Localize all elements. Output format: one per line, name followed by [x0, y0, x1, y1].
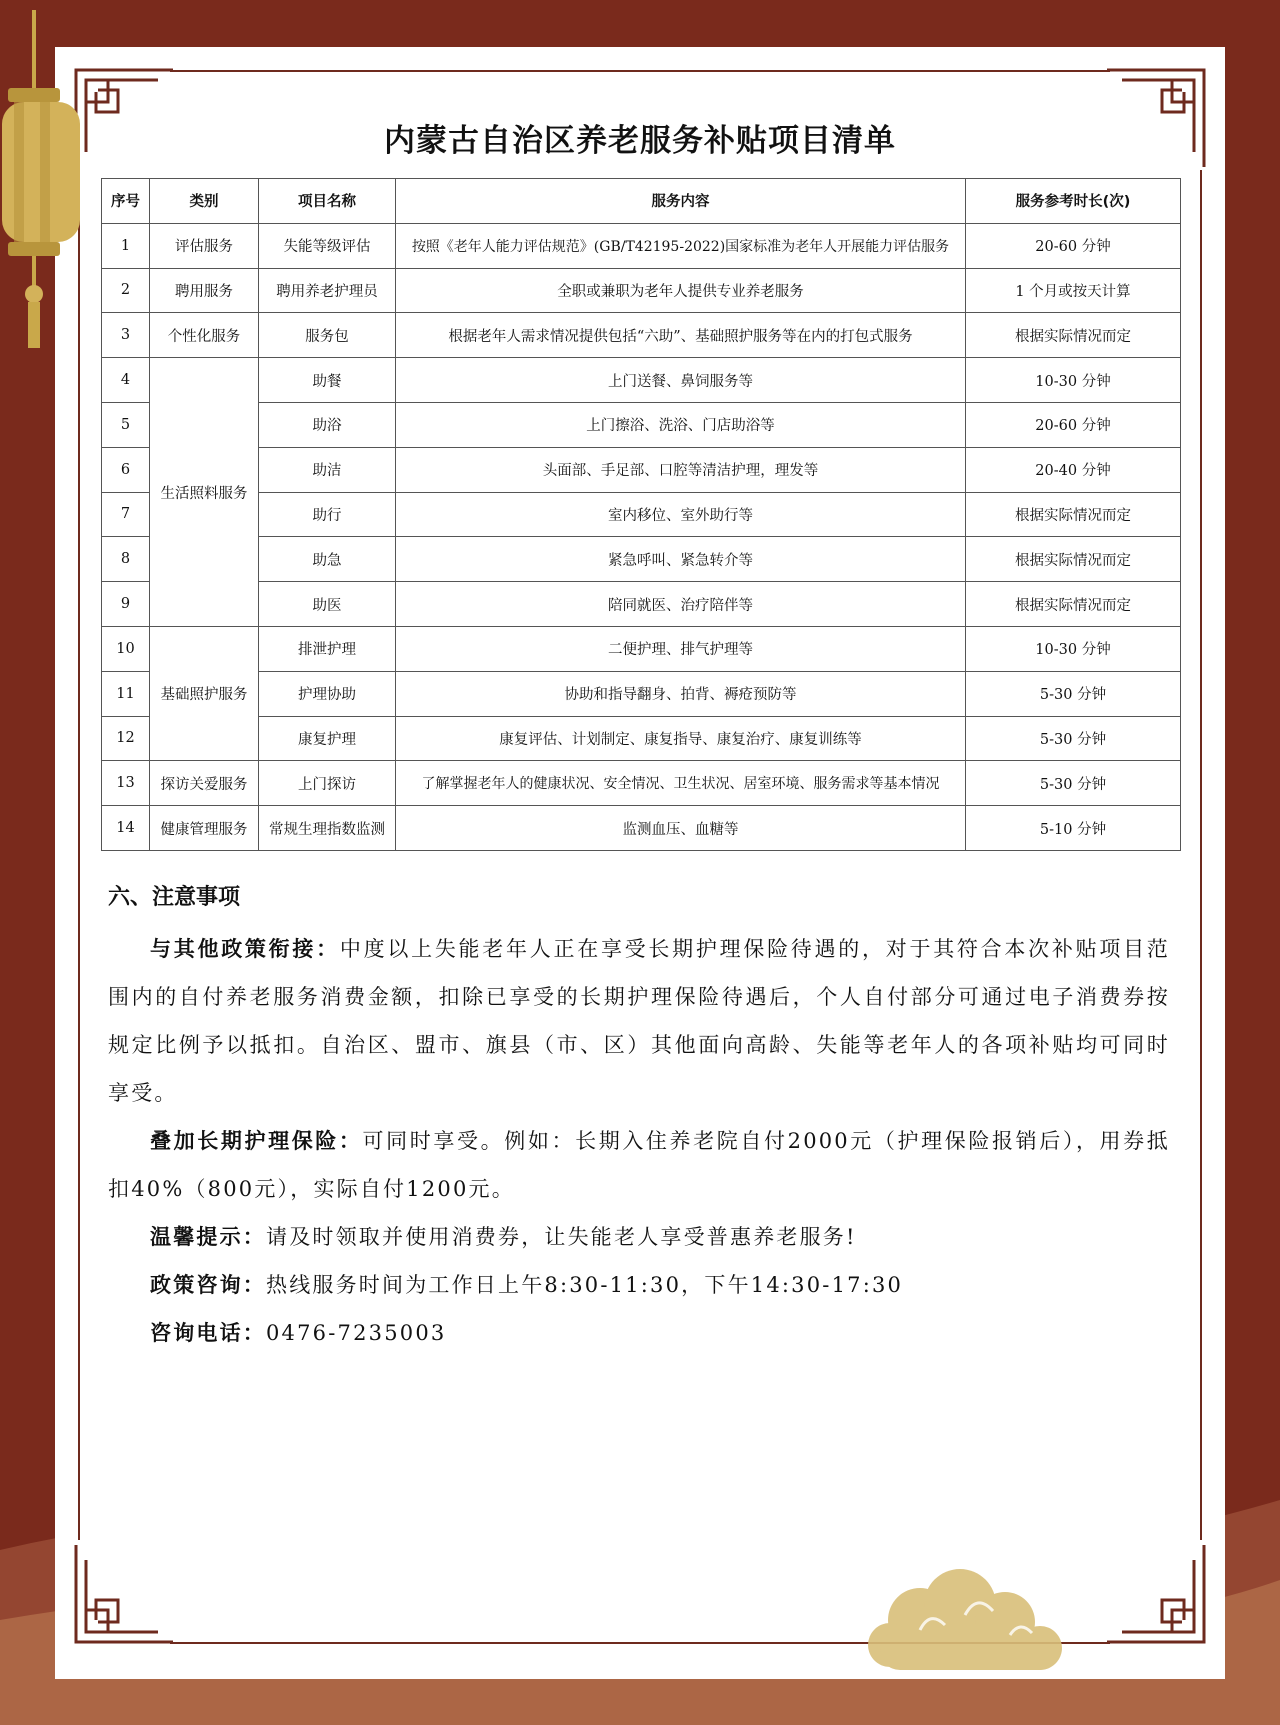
row-duration: 根据实际情况而定	[966, 537, 1181, 582]
row-item-name: 常规生理指数监测	[259, 806, 396, 851]
table-row	[102, 313, 1181, 358]
row-category: 个性化服务	[150, 313, 259, 358]
row-category: 健康管理服务	[150, 806, 259, 851]
row-duration: 20-40 分钟	[966, 447, 1181, 492]
row-content: 了解掌握老年人的健康状况、安全情况、卫生状况、居室环境、服务需求等基本情况	[396, 761, 966, 806]
row-category: 评估服务	[150, 223, 259, 268]
row-item-name: 助急	[259, 537, 396, 582]
row-content: 上门送餐、鼻饲服务等	[396, 358, 966, 403]
row-number: 2	[102, 268, 150, 313]
row-content: 二便护理、排气护理等	[396, 626, 966, 671]
row-number: 1	[102, 223, 150, 268]
row-duration: 20-60 分钟	[966, 402, 1181, 447]
table-row	[102, 358, 1181, 403]
row-item-name: 助行	[259, 492, 396, 537]
subsidy-items-table	[101, 178, 1181, 851]
frame-right	[1200, 170, 1202, 1540]
row-number: 13	[102, 761, 150, 806]
tip-label: 温馨提示：	[150, 1225, 266, 1249]
table-row	[102, 716, 1181, 761]
insurance-paragraph	[108, 1117, 1170, 1213]
insurance-text: 可同时享受。例如：长期入住养老院自付2000元（护理保险报销后），用券抵扣40%（800元），实际自付1200元。	[108, 1129, 1170, 1201]
row-number: 6	[102, 447, 150, 492]
auspicious-cloud-icon	[860, 1560, 1080, 1690]
row-duration: 5-30 分钟	[966, 716, 1181, 761]
policy-text: 中度以上失能老年人正在享受长期护理保险待遇的，对于其符合本次补贴项目范围内的自付养老服务消费金额，扣除已享受的长期护理保险待遇后，个人自付部分可通过电子消费券按规定比例予以抵扣。自治区、盟市、旗县（市、区）其他面向高龄、失能等老年人的各项补贴均可同时享受。	[108, 937, 1170, 1105]
row-number: 14	[102, 806, 150, 851]
phone-number: 0476-7235003	[266, 1321, 447, 1345]
row-duration: 5-30 分钟	[966, 671, 1181, 716]
table-row	[102, 671, 1181, 716]
insurance-label: 叠加长期护理保险：	[150, 1129, 363, 1153]
row-duration: 根据实际情况而定	[966, 492, 1181, 537]
row-item-name: 助浴	[259, 402, 396, 447]
row-category: 基础照护服务	[150, 626, 259, 760]
column-header: 序号	[102, 179, 150, 224]
row-item-name: 服务包	[259, 313, 396, 358]
row-category: 生活照料服务	[150, 358, 259, 627]
row-content: 上门擦浴、洗浴、门店助浴等	[396, 402, 966, 447]
row-content: 协助和指导翻身、拍背、褥疮预防等	[396, 671, 966, 716]
row-item-name: 聘用养老护理员	[259, 268, 396, 313]
consult-label: 政策咨询：	[150, 1273, 266, 1297]
row-item-name: 上门探访	[259, 761, 396, 806]
row-number: 7	[102, 492, 150, 537]
row-duration: 5-30 分钟	[966, 761, 1181, 806]
row-content: 头面部、手足部、口腔等清洁护理，理发等	[396, 447, 966, 492]
row-number: 8	[102, 537, 150, 582]
row-duration: 20-60 分钟	[966, 223, 1181, 268]
row-number: 9	[102, 582, 150, 627]
table-row	[102, 626, 1181, 671]
row-content: 全职或兼职为老年人提供专业养老服务	[396, 268, 966, 313]
table-row	[102, 447, 1181, 492]
table-row	[102, 268, 1181, 313]
frame-left	[78, 170, 80, 1540]
row-number: 3	[102, 313, 150, 358]
table-row	[102, 223, 1181, 268]
row-item-name: 康复护理	[259, 716, 396, 761]
row-duration: 1 个月或按天计算	[966, 268, 1181, 313]
row-content: 紧急呼叫、紧急转介等	[396, 537, 966, 582]
row-content: 根据老年人需求情况提供包括“六助”、基础照护服务等在内的打包式服务	[396, 313, 966, 358]
row-number: 12	[102, 716, 150, 761]
frame-top	[170, 70, 1110, 72]
row-item-name: 护理协助	[259, 671, 396, 716]
row-item-name: 助餐	[259, 358, 396, 403]
row-item-name: 助医	[259, 582, 396, 627]
row-item-name: 失能等级评估	[259, 223, 396, 268]
policy-paragraph	[108, 925, 1170, 1117]
row-category: 聘用服务	[150, 268, 259, 313]
policy-label: 与其他政策衔接：	[150, 937, 340, 961]
row-content: 按照《老年人能力评估规范》(GB/T42195-2022)国家标准为老年人开展能力评估服务	[396, 223, 966, 268]
row-duration: 10-30 分钟	[966, 626, 1181, 671]
row-duration: 5-10 分钟	[966, 806, 1181, 851]
notes-heading: 六、注意事项	[108, 885, 241, 910]
row-duration: 10-30 分钟	[966, 358, 1181, 403]
row-number: 5	[102, 402, 150, 447]
row-content: 陪同就医、治疗陪伴等	[396, 582, 966, 627]
row-content: 监测血压、血糖等	[396, 806, 966, 851]
row-item-name: 排泄护理	[259, 626, 396, 671]
table-row	[102, 537, 1181, 582]
row-number: 4	[102, 358, 150, 403]
phone-label: 咨询电话：	[150, 1321, 266, 1345]
row-duration: 根据实际情况而定	[966, 582, 1181, 627]
column-header: 项目名称	[259, 179, 396, 224]
table-row	[102, 806, 1181, 851]
row-item-name: 助洁	[259, 447, 396, 492]
row-category: 探访关爱服务	[150, 761, 259, 806]
row-content: 室内移位、室外助行等	[396, 492, 966, 537]
row-number: 11	[102, 671, 150, 716]
table-row	[102, 402, 1181, 447]
column-header: 服务内容	[396, 179, 966, 224]
row-number: 10	[102, 626, 150, 671]
table-row	[102, 492, 1181, 537]
column-header: 服务参考时长(次)	[966, 179, 1181, 224]
lantern-icon	[0, 10, 95, 350]
page-title: 内蒙古自治区养老服务补贴项目清单	[384, 123, 896, 159]
column-header: 类别	[150, 179, 259, 224]
table-row	[102, 582, 1181, 627]
corner-ornament-icon	[1102, 1540, 1212, 1650]
corner-ornament-icon	[68, 1540, 178, 1650]
notes-section	[108, 880, 1170, 1357]
row-content: 康复评估、计划制定、康复指导、康复治疗、康复训练等	[396, 716, 966, 761]
row-duration: 根据实际情况而定	[966, 313, 1181, 358]
table-header-row	[102, 179, 1181, 224]
phone-paragraph	[108, 1309, 1170, 1357]
tip-text: 请及时领取并使用消费券，让失能老人享受普惠养老服务!	[266, 1225, 857, 1249]
table-row	[102, 761, 1181, 806]
consult-text: 热线服务时间为工作日上午8:30-11:30，下午14:30-17:30	[266, 1273, 904, 1297]
tip-paragraph	[108, 1213, 1170, 1261]
consult-paragraph	[108, 1261, 1170, 1309]
